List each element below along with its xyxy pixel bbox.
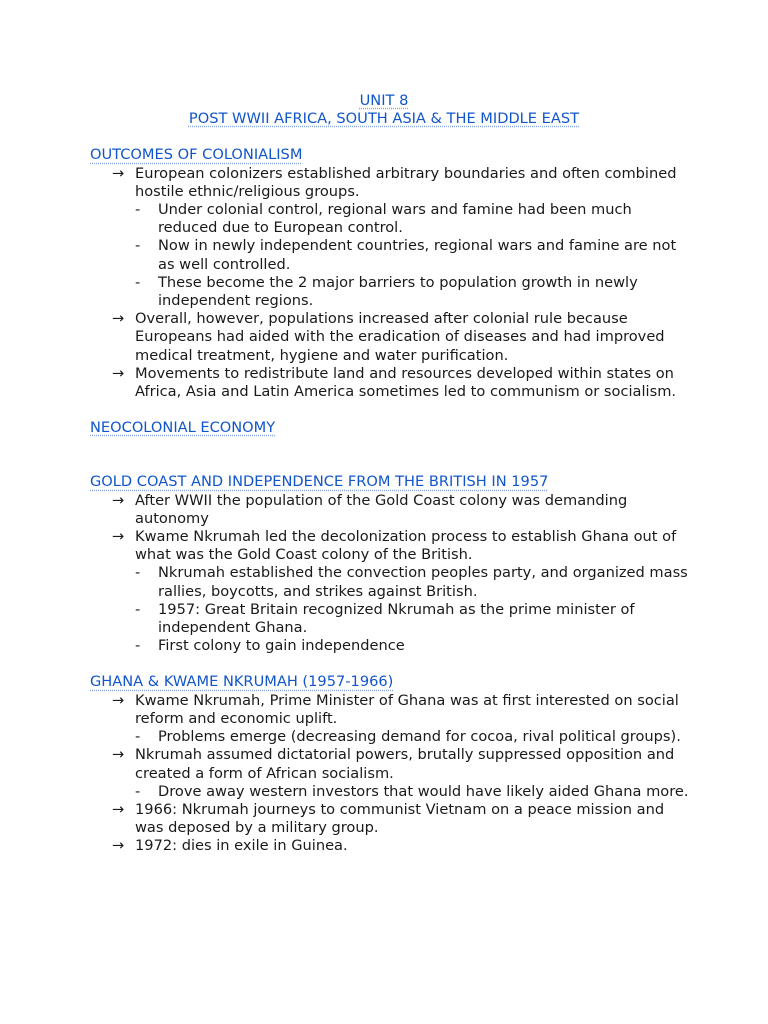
list-item-text: 1966: Nkrumah journeys to communist Vietnam on a peace mission and was deposed by a military group. xyxy=(135,800,665,837)
arrow-icon: → xyxy=(112,746,125,764)
list-item-text: European colonizers established arbitrary boundaries and often combined hostile ethnic/religious groups. xyxy=(135,164,677,200)
list-item-text: Nkrumah assumed dictatorial powers, brutally suppressed opposition and created a form of African socialism. xyxy=(135,746,675,782)
sub-list-item xyxy=(135,728,690,746)
sub-list-item xyxy=(135,783,690,801)
sub-list-item xyxy=(135,564,690,600)
sub-list-item-text: Under colonial control, regional wars and famine had been much reduced due to European control. xyxy=(158,201,632,237)
sub-list-item-text: 1957: Great Britain recognized Nkrumah as the prime minister of independent Ghana. xyxy=(158,600,635,637)
arrow-icon: → xyxy=(112,691,125,709)
bullet-list xyxy=(90,165,690,402)
sub-list-item-text: First colony to gain independence xyxy=(158,637,405,655)
arrow-icon: → xyxy=(112,164,125,182)
section-heading[interactable]: GOLD COAST AND INDEPENDENCE FROM THE BRITISH IN 1957 xyxy=(90,473,549,491)
section-gold-coast-independence xyxy=(90,473,690,655)
arrow-icon: → xyxy=(112,528,125,546)
sub-list-item-text: These become the 2 major barriers to population growth in newly independent regions. xyxy=(158,273,638,310)
bullet-list xyxy=(90,492,690,656)
arrow-icon: → xyxy=(112,837,125,855)
sub-list xyxy=(135,783,690,801)
dash-icon: - xyxy=(135,564,141,582)
dash-icon: - xyxy=(135,637,141,655)
list-item-text: After WWII the population of the Gold Coast colony was demanding autonomy xyxy=(135,491,628,527)
section-heading[interactable]: OUTCOMES OF COLONIALISM xyxy=(90,146,303,164)
section-neocolonial-economy xyxy=(90,419,690,437)
sub-list-item-text: Nkrumah established the convection peoples party, and organized mass rallies, boycotts, and strikes against British. xyxy=(158,564,688,600)
list-item xyxy=(90,492,690,528)
document-page xyxy=(90,92,690,856)
sub-list-item xyxy=(135,274,690,310)
sub-list-item-text: Now in newly independent countries, regional wars and famine are not as well controlled. xyxy=(158,237,677,273)
dash-icon: - xyxy=(135,782,141,800)
list-item-text: Kwame Nkrumah led the decolonization process to establish Ghana out of what was the Gold Coast colony of the British. xyxy=(135,528,677,564)
sub-list-item-text: Problems emerge (decreasing demand for cocoa, rival political groups). xyxy=(158,728,681,746)
list-item-text: Movements to redistribute land and resources developed within states on Africa, Asia and Latin America sometimes led to communism or socialism. xyxy=(135,364,677,401)
arrow-icon: → xyxy=(112,310,125,328)
dash-icon: - xyxy=(135,273,141,291)
arrow-icon: → xyxy=(112,364,125,382)
arrow-icon: → xyxy=(112,491,125,509)
sub-list-item xyxy=(135,237,690,273)
sub-list xyxy=(135,564,690,655)
section-heading[interactable]: NEOCOLONIAL ECONOMY xyxy=(90,419,276,437)
title-unit[interactable]: UNIT 8 xyxy=(359,92,409,109)
list-item-text: 1972: dies in exile in Guinea. xyxy=(135,837,348,855)
dash-icon: - xyxy=(135,237,141,255)
section-ghana-kwame-nkrumah xyxy=(90,673,690,855)
dash-icon: - xyxy=(135,728,141,746)
list-item xyxy=(90,165,690,311)
sub-list-item xyxy=(135,601,690,637)
list-item xyxy=(90,365,690,401)
list-item xyxy=(90,528,690,655)
list-item xyxy=(90,801,690,837)
sub-list xyxy=(135,201,690,310)
list-item xyxy=(90,746,690,801)
section-heading[interactable]: GHANA & KWAME NKRUMAH (1957-1966) xyxy=(90,673,394,691)
bullet-list xyxy=(90,692,690,856)
list-item xyxy=(90,837,690,855)
list-item-text: Kwame Nkrumah, Prime Minister of Ghana was at first interested on social reform and economic uplift. xyxy=(135,691,679,727)
list-item xyxy=(90,692,690,747)
sub-list-item-text: Drove away western investors that would have likely aided Ghana more. xyxy=(158,782,689,800)
sub-list xyxy=(135,728,690,746)
dash-icon: - xyxy=(135,201,141,219)
section-outcomes-of-colonialism xyxy=(90,146,690,401)
sub-list-item xyxy=(135,201,690,237)
title-topic[interactable]: POST WWII AFRICA, SOUTH ASIA & THE MIDDLE EAST xyxy=(188,110,580,128)
sub-list-item xyxy=(135,637,690,655)
arrow-icon: → xyxy=(112,800,125,818)
document-title xyxy=(90,92,678,128)
list-item-text: Overall, however, populations increased after colonial rule because Europeans had aided with the eradication of diseases and had improved medical treatment, hygiene and water purification. xyxy=(135,310,665,364)
dash-icon: - xyxy=(135,600,141,618)
list-item xyxy=(90,310,690,365)
